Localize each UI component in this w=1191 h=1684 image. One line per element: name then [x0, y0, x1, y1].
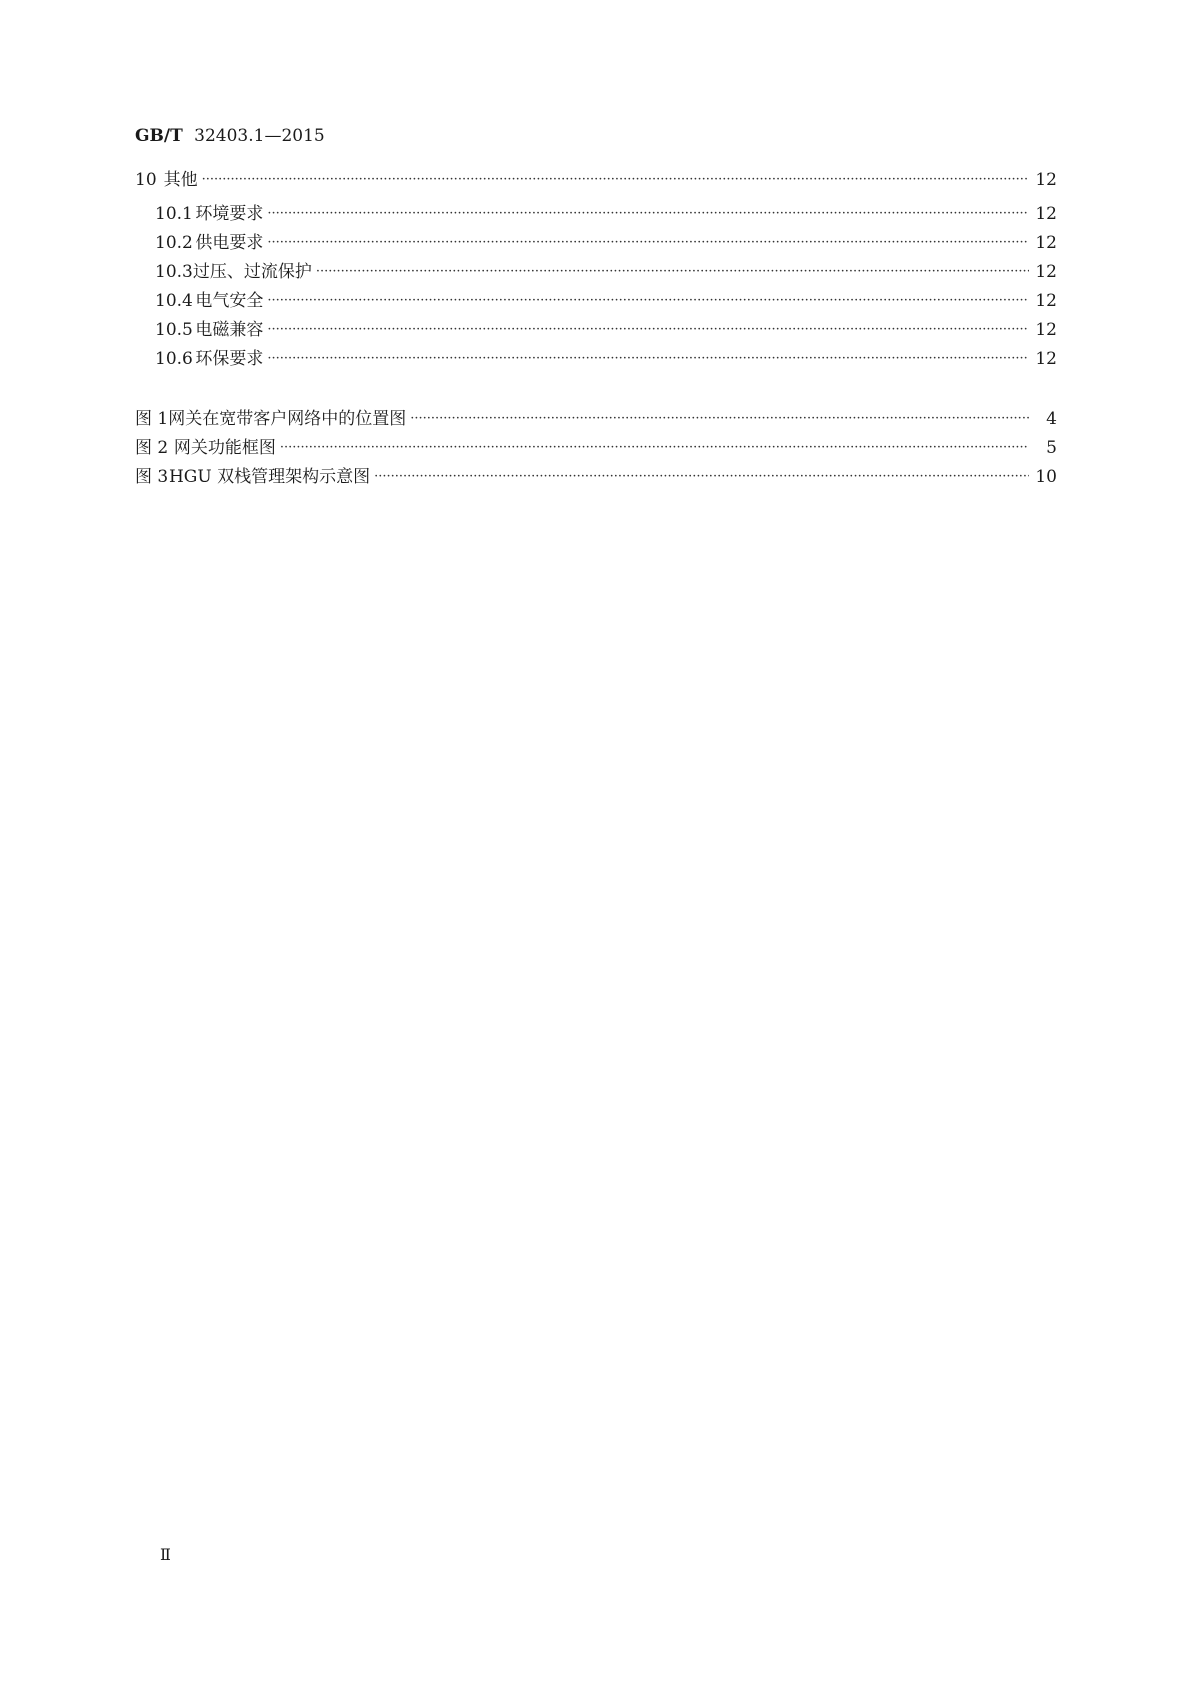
- toc-entry-10-5[interactable]: [135, 318, 1057, 342]
- toc-entry-page: 12: [1035, 204, 1057, 224]
- toc-entry-page: 12: [1035, 262, 1057, 282]
- toc-figure-number: 图 1: [135, 409, 169, 429]
- toc-entry-title: 电磁兼容: [195, 320, 264, 340]
- toc-figure-2[interactable]: [135, 436, 1057, 460]
- toc-entry-10-4[interactable]: [135, 289, 1057, 313]
- toc-entry-10-2[interactable]: [135, 231, 1057, 255]
- toc-entry-10-1[interactable]: [135, 202, 1057, 226]
- leader-dots: [267, 289, 1029, 313]
- toc-entry-page: 12: [1035, 170, 1057, 190]
- toc-entry-title: 过压、过流保护: [192, 262, 312, 282]
- toc-figure-1[interactable]: [135, 407, 1057, 431]
- toc-entry-title: 环境要求: [195, 204, 264, 224]
- toc-figure-number: 图 3: [135, 467, 169, 487]
- toc-figure-number: 图 2: [135, 438, 169, 458]
- toc-entry-number: 10.1: [155, 204, 193, 224]
- standard-header: [135, 126, 325, 146]
- toc-entry-10-6[interactable]: [135, 347, 1057, 371]
- leader-dots: [410, 407, 1029, 431]
- toc-entry-page: 12: [1035, 320, 1057, 340]
- toc-figure-page: 4: [1046, 409, 1057, 429]
- toc-figure-title: HGU 双栈管理架构示意图: [168, 467, 371, 487]
- leader-dots: [267, 347, 1029, 371]
- toc-entry-page: 12: [1035, 291, 1057, 311]
- toc-figure-page: 5: [1046, 438, 1057, 458]
- standard-number: 32403.1—2015: [194, 126, 325, 146]
- toc-entry-10-3[interactable]: [135, 260, 1057, 284]
- leader-dots: [316, 260, 1029, 284]
- toc-entry-number: 10.6: [155, 349, 193, 369]
- leader-dots: [202, 168, 1029, 192]
- leader-dots: [280, 436, 1029, 460]
- toc-figure-title: 网关功能框图: [173, 438, 276, 458]
- toc-entry-title: 电气安全: [195, 291, 264, 311]
- toc-entry-number: 10.3: [155, 262, 193, 282]
- standard-code: GB/T: [135, 126, 183, 146]
- leader-dots: [267, 231, 1029, 255]
- toc-entry-10[interactable]: [135, 168, 1057, 192]
- toc-entry-page: 12: [1035, 349, 1057, 369]
- toc-entry-title: 供电要求: [195, 233, 264, 253]
- toc-entry-number: 10.5: [155, 320, 193, 340]
- toc-entry-number: 10: [135, 170, 157, 190]
- leader-dots: [267, 202, 1029, 226]
- toc-entry-number: 10.4: [155, 291, 193, 311]
- toc-entry-title: 其他: [163, 170, 198, 190]
- toc-figure-page: 10: [1035, 467, 1057, 487]
- leader-dots: [267, 318, 1029, 342]
- toc-figure-3[interactable]: [135, 465, 1057, 489]
- page-number: Ⅱ: [160, 1545, 171, 1564]
- toc-figure-title: 网关在宽带客户网络中的位置图: [168, 409, 407, 429]
- toc-entry-title: 环保要求: [195, 349, 264, 369]
- toc-entry-number: 10.2: [155, 233, 193, 253]
- leader-dots: [374, 465, 1029, 489]
- toc-entry-page: 12: [1035, 233, 1057, 253]
